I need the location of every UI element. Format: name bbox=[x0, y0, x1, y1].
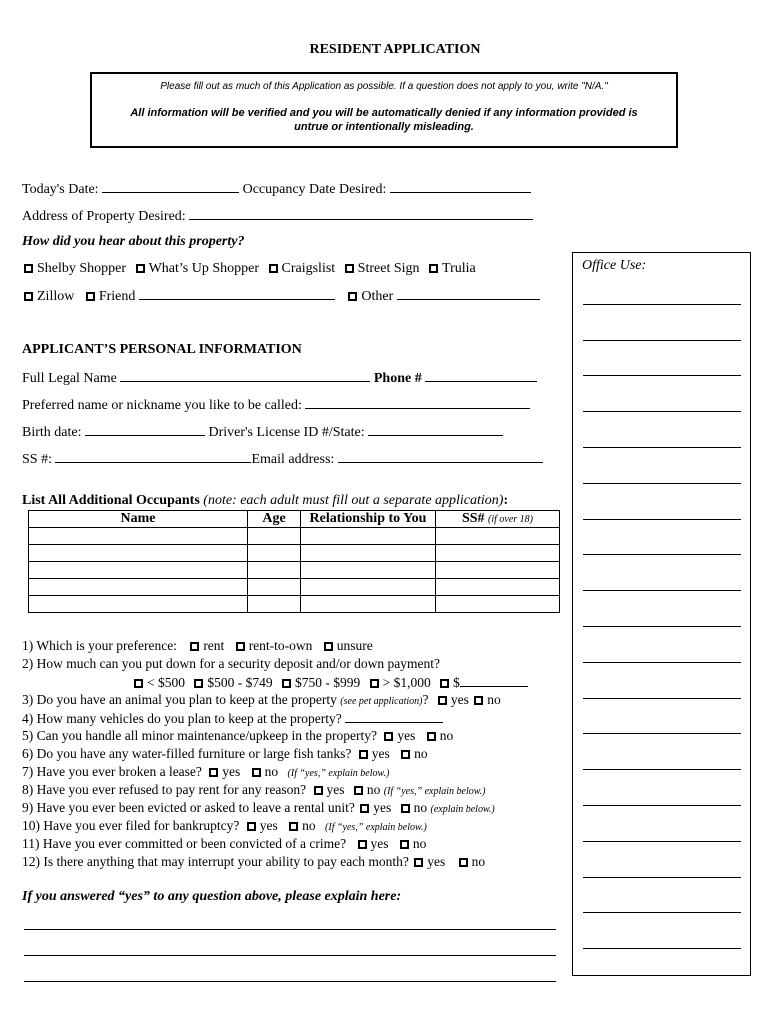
question-2-options: < $500 $500 - $749 $750 - $999 > $1,000 $ bbox=[134, 674, 528, 691]
other-checkbox[interactable] bbox=[348, 292, 357, 301]
750-999-checkbox[interactable] bbox=[282, 679, 291, 688]
office-use-label: Office Use: bbox=[582, 258, 647, 273]
street-sign-label: Street Sign bbox=[357, 261, 420, 276]
birth-license-row bbox=[22, 423, 503, 441]
office-line[interactable] bbox=[583, 340, 741, 341]
office-line[interactable] bbox=[583, 483, 741, 484]
verification-warning: All information will be verified and you will be automatically denied if any information provided is untrue or intentionally misleading. bbox=[130, 107, 638, 133]
explain-heading: If you answered “yes” to any question above, please explain here: bbox=[22, 889, 402, 904]
explanation-line[interactable] bbox=[24, 955, 556, 956]
q6-no-checkbox[interactable] bbox=[401, 750, 410, 759]
instructions-box bbox=[90, 72, 678, 148]
occupants-heading-row: List All Additional Occupants (note: each adult must fill out a separate application): bbox=[22, 493, 509, 508]
q7-yes-checkbox[interactable] bbox=[209, 768, 218, 777]
unsure-checkbox[interactable] bbox=[324, 642, 333, 651]
q9-yes-checkbox[interactable] bbox=[360, 804, 369, 813]
instructions-text: Please fill out as much of this Application as possible. If a question does not apply to you, write "N/A." bbox=[160, 81, 608, 92]
craigslist-label: Craigslist bbox=[281, 261, 336, 276]
rent-to-own-checkbox[interactable] bbox=[236, 642, 245, 651]
whats-up-label: What’s Up Shopper bbox=[148, 261, 259, 276]
q8-yes-checkbox[interactable] bbox=[314, 786, 323, 795]
ss-email-row bbox=[22, 450, 543, 468]
office-line[interactable] bbox=[583, 554, 741, 555]
q3-no-checkbox[interactable] bbox=[474, 696, 483, 705]
q5-yes-checkbox[interactable] bbox=[384, 732, 393, 741]
relationship-column-header: Relationship to You bbox=[301, 511, 436, 528]
occupancy-date-label: Occupancy Date Desired: bbox=[242, 182, 387, 197]
q6-yes-checkbox[interactable] bbox=[359, 750, 368, 759]
q11-yes-checkbox[interactable] bbox=[358, 840, 367, 849]
source-row-1 bbox=[24, 261, 476, 277]
office-line[interactable] bbox=[583, 948, 741, 949]
question-10: 10) Have you ever filed for bankruptcy? yes no (If “yes,” explain below.) bbox=[22, 818, 427, 833]
age-column-header: Age bbox=[248, 511, 301, 528]
preferred-name-field[interactable] bbox=[305, 396, 530, 409]
office-line[interactable] bbox=[583, 841, 741, 842]
phone-field[interactable] bbox=[425, 369, 537, 382]
q3-yes-checkbox[interactable] bbox=[438, 696, 447, 705]
vehicles-field[interactable] bbox=[345, 710, 443, 723]
q11-no-checkbox[interactable] bbox=[400, 840, 409, 849]
table-row bbox=[29, 528, 560, 545]
table-row bbox=[29, 596, 560, 613]
office-line[interactable] bbox=[583, 626, 741, 627]
ss-field[interactable] bbox=[55, 450, 251, 463]
question-2: 2) How much can you put down for a security deposit and/or down payment? bbox=[22, 656, 441, 671]
office-line[interactable] bbox=[583, 590, 741, 591]
office-line[interactable] bbox=[583, 447, 741, 448]
custom-amount-checkbox[interactable] bbox=[440, 679, 449, 688]
name-row bbox=[22, 369, 537, 387]
office-line[interactable] bbox=[583, 411, 741, 412]
friend-label: Friend bbox=[98, 289, 136, 304]
whats-up-checkbox[interactable] bbox=[136, 264, 145, 273]
trulia-label: Trulia bbox=[442, 261, 476, 276]
explanation-line[interactable] bbox=[24, 981, 556, 982]
occupancy-date-field[interactable] bbox=[390, 180, 531, 193]
occupants-note: (note: each adult must fill out a separate application) bbox=[203, 493, 504, 508]
other-label: Other bbox=[361, 289, 394, 304]
ss-label: SS #: bbox=[22, 452, 52, 467]
birth-date-label: Birth date: bbox=[22, 425, 82, 440]
custom-amount-field[interactable] bbox=[460, 674, 528, 687]
address-field[interactable] bbox=[189, 207, 533, 220]
question-5: 5) Can you handle all minor maintenance/upkeep in the property? yes no bbox=[22, 728, 454, 743]
occupants-heading: List All Additional Occupants bbox=[22, 493, 200, 508]
table-row bbox=[29, 562, 560, 579]
other-field[interactable] bbox=[397, 287, 540, 300]
license-field[interactable] bbox=[368, 423, 503, 436]
table-header-row bbox=[29, 511, 560, 528]
office-line[interactable] bbox=[583, 733, 741, 734]
office-line[interactable] bbox=[583, 375, 741, 376]
question-1: 1) Which is your preference: rent rent-to-own unsure bbox=[22, 638, 373, 653]
office-line[interactable] bbox=[583, 912, 741, 913]
office-line[interactable] bbox=[583, 805, 741, 806]
rent-checkbox[interactable] bbox=[190, 642, 199, 651]
preferred-name-row bbox=[22, 396, 530, 414]
under-500-checkbox[interactable] bbox=[134, 679, 143, 688]
zillow-label: Zillow bbox=[37, 289, 75, 304]
date-row bbox=[22, 180, 531, 198]
full-name-field[interactable] bbox=[120, 369, 370, 382]
email-label: Email address: bbox=[251, 452, 335, 467]
office-line[interactable] bbox=[583, 519, 741, 520]
table-row bbox=[29, 545, 560, 562]
question-6: 6) Do you have any water-filled furniture or large fish tanks? yes no bbox=[22, 746, 428, 761]
explanation-line[interactable] bbox=[24, 929, 556, 930]
full-name-label: Full Legal Name bbox=[22, 371, 117, 386]
friend-field[interactable] bbox=[139, 287, 335, 300]
q12-yes-checkbox[interactable] bbox=[414, 858, 423, 867]
office-line[interactable] bbox=[583, 662, 741, 663]
birth-date-field[interactable] bbox=[85, 423, 205, 436]
question-3: 3) Do you have an animal you plan to keep at the property (see pet application)? yes no bbox=[22, 692, 501, 707]
q9-no-checkbox[interactable] bbox=[401, 804, 410, 813]
hear-about-question: How did you hear about this property? bbox=[22, 234, 245, 249]
page-title: RESIDENT APPLICATION bbox=[309, 42, 481, 57]
phone-label: Phone # bbox=[373, 371, 422, 386]
email-field[interactable] bbox=[338, 450, 543, 463]
address-row bbox=[22, 207, 533, 225]
q12-no-checkbox[interactable] bbox=[459, 858, 468, 867]
office-line[interactable] bbox=[583, 698, 741, 699]
shelby-checkbox[interactable] bbox=[24, 264, 33, 273]
office-line[interactable] bbox=[583, 877, 741, 878]
office-line[interactable] bbox=[583, 769, 741, 770]
source-row-2 bbox=[24, 287, 540, 305]
q10-yes-checkbox[interactable] bbox=[247, 822, 256, 831]
q10-no-checkbox[interactable] bbox=[289, 822, 298, 831]
license-label: Driver's License ID #/State: bbox=[208, 425, 365, 440]
name-column-header: Name bbox=[29, 511, 248, 528]
office-line[interactable] bbox=[583, 304, 741, 305]
craigslist-checkbox[interactable] bbox=[269, 264, 278, 273]
todays-date-field[interactable] bbox=[102, 180, 239, 193]
table-row bbox=[29, 579, 560, 596]
question-9: 9) Have you ever been evicted or asked to leave a rental unit? yes no (explain below.) bbox=[22, 800, 495, 815]
address-label: Address of Property Desired: bbox=[22, 209, 186, 224]
todays-date-label: Today's Date: bbox=[22, 182, 99, 197]
q8-no-checkbox[interactable] bbox=[354, 786, 363, 795]
question-4: 4) How many vehicles do you plan to keep at the property? bbox=[22, 710, 443, 727]
q5-no-checkbox[interactable] bbox=[427, 732, 436, 741]
friend-checkbox[interactable] bbox=[86, 292, 95, 301]
trulia-checkbox[interactable] bbox=[429, 264, 438, 273]
question-7: 7) Have you ever broken a lease? yes no (If “yes,” explain below.) bbox=[22, 764, 390, 779]
q7-no-checkbox[interactable] bbox=[252, 768, 261, 777]
ss-column-header: SS# (if over 18) bbox=[436, 511, 560, 528]
shelby-label: Shelby Shopper bbox=[37, 261, 127, 276]
personal-info-heading: APPLICANT’S PERSONAL INFORMATION bbox=[22, 342, 302, 357]
preferred-name-label: Preferred name or nickname you like to be called: bbox=[22, 398, 302, 413]
office-use-box bbox=[572, 252, 751, 976]
500-749-checkbox[interactable] bbox=[194, 679, 203, 688]
occupants-table bbox=[28, 510, 560, 613]
street-sign-checkbox[interactable] bbox=[345, 264, 354, 273]
zillow-checkbox[interactable] bbox=[24, 292, 33, 301]
question-11: 11) Have you ever committed or been convicted of a crime? yes no bbox=[22, 836, 427, 851]
over-1000-checkbox[interactable] bbox=[370, 679, 379, 688]
question-8: 8) Have you ever refused to pay rent for any reason? yes no (If “yes,” explain below.) bbox=[22, 782, 486, 797]
question-12: 12) Is there anything that may interrupt your ability to pay each month? yes no bbox=[22, 854, 486, 869]
